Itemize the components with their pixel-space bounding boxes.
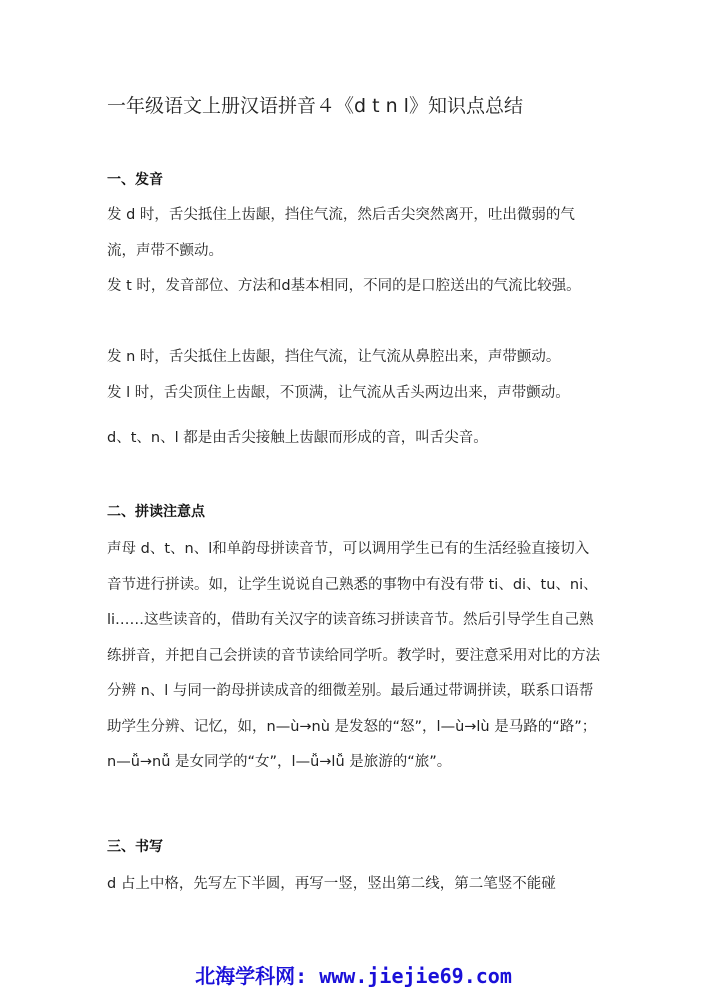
paragraph-spelling-notes: 声母 d、t、n、l和单韵母拼读音节，可以调用学生已有的生活经验直接切入音节进行拼读。如，让学生说说自己熟悉的事物中有没有带 ti、di、tu、ni、li……这些读音的，借助有关汉字的读音练习拼读音节。然后引导学生自己熟练拼音，并把自己会拼读的音节读给同学听。教学时，要注意采用对比的方法分辨 n、l 与同一韵母拼读成音的细微差别。最后通过带调拼读，联系口语帮助学生分辨、记忆，如，n—ù→nù 是发怒的“怒”，l—ù→lù 是马路的“路”；n—ǚ→nǚ 是女同学的“女”，l—ǚ→lǚ 是旅游的“旅”。 [107,541,600,770]
paragraph-n-pronunciation: 发 n 时，舌尖抵住上齿龈，挡住气流，让气流从鼻腔出来，声带颤动。 [107,349,561,365]
paragraph-d-pronunciation: 发 d 时，舌尖抵住上齿龈，挡住气流，然后舌尖突然离开，吐出微弱的气流，声带不颤动。 [107,207,575,259]
paragraph-apical-summary: d、t、n、l 都是由舌尖接触上齿龈而形成的音，叫舌尖音。 [107,430,488,446]
footer-url[interactable]: www.jiejie69.com [319,964,512,988]
footer-site-name: 北海学科网 [195,964,296,988]
paragraph-t-pronunciation: 发 t 时，发音部位、方法和d基本相同，不同的是口腔送出的气流比较强。 [107,278,581,294]
paragraph-l-pronunciation: 发 l 时，舌尖顶住上齿龈，不顶满，让气流从舌头两边出来，声带颤动。 [107,385,570,401]
footer-site-link[interactable] [0,962,707,990]
paragraph-writing-d: d 占上中格，先写左下半圆，再写一竖，竖出第二线，第二笔竖不能碰 [107,876,556,892]
footer-separator: : [295,964,320,988]
section-heading-pronunciation: 一、发音 [107,172,163,188]
section-heading-writing: 三、书写 [107,839,163,855]
section-heading-spelling-notes: 二、拼读注意点 [107,504,205,520]
document-title: 一年级语文上册汉语拼音４《d t n l》知识点总结 [107,95,523,117]
